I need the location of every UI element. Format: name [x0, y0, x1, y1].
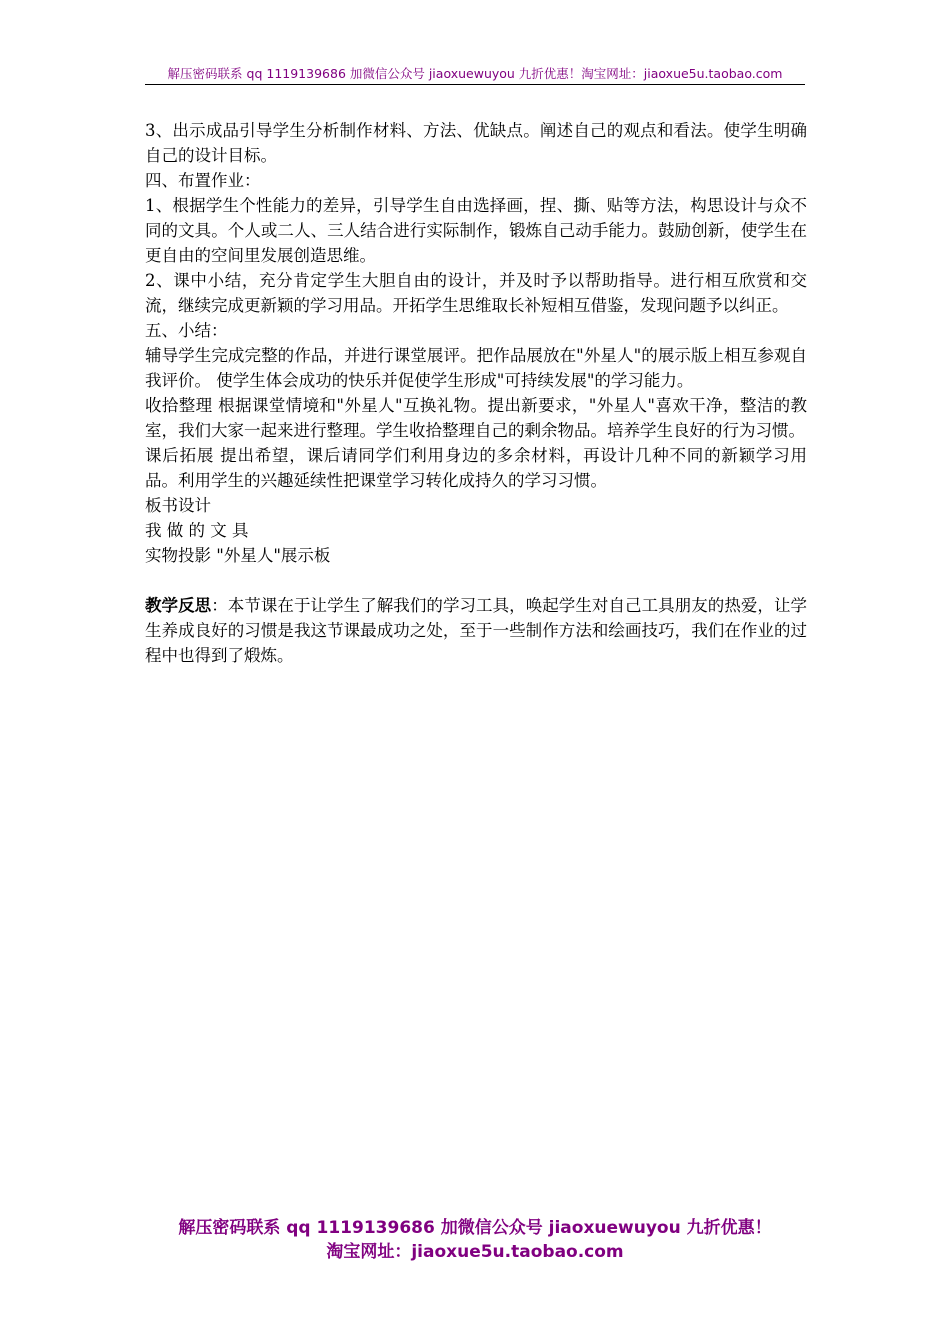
paragraph-homework-2: 2、课中小结，充分肯定学生大胆自由的设计，并及时予以帮助指导。进行相互欣赏和交流，继续完成更新颖的学习用品。开拓学生思维取长补短相互借鉴，发现问题予以纠正。: [145, 271, 807, 315]
paragraph-homework-1: 1、根据学生个性能力的差异，引导学生自由选择画，捏、撕、贴等方法，构思设计与众不同的文具。个人或二人、三人结合进行实际制作，锻炼自己动手能力。鼓励创新，使学生在更自由的空间里发展创造思维。: [145, 196, 807, 265]
section-heading-homework: 四、布置作业：: [145, 171, 261, 190]
paragraph-summary: 辅导学生完成完整的作品，并进行课堂展评。把作品展放在"外星人"的展示版上相互参观自我评价。 使学生体会成功的快乐并促使学生形成"可持续发展"的学习能力。: [145, 346, 807, 390]
document-body: [145, 118, 807, 668]
reflection-text: 本节课在于让学生了解我们的学习工具，唤起学生对自己工具朋友的热爱，让学生养成良好的习惯是我这节课最成功之处，至于一些制作方法和绘画技巧，我们在作业的过程中也得到了煅炼。: [145, 596, 808, 665]
paragraph-tidy-up: 收拾整理 根据课堂情境和"外星人"互换礼物。提出新要求，"外星人"喜欢干净，整洁的教室，我们大家一起来进行整理。学生收拾整理自己的剩余物品。培养学生良好的行为习惯。: [145, 396, 807, 440]
board-design-heading: 板书设计: [145, 496, 211, 515]
footer-line-1: 解压密码联系 qq 1119139686 加微信公众号 jiaoxuewuyou 九折优惠！: [178, 1218, 772, 1238]
page-footer: [0, 1216, 950, 1264]
footer-line-2: 淘宝网址：jiaoxue5u.taobao.com: [326, 1242, 624, 1262]
board-design-items: 实物投影 "外星人"展示板: [145, 546, 331, 565]
header-text: 解压密码联系 qq 1119139686 加微信公众号 jiaoxuewuyou 九折优惠！淘宝网址：jiaoxue5u.taobao.com: [167, 66, 783, 81]
section-heading-summary: 五、小结：: [145, 321, 228, 340]
board-design-title: 我 做 的 文 具: [145, 521, 249, 540]
page-header: [145, 66, 805, 85]
paragraph-extension: 课后拓展 提出希望，课后请同学们利用身边的多余材料，再设计几种不同的新颖学习用品。利用学生的兴趣延续性把课堂学习转化成持久的学习习惯。: [145, 446, 807, 490]
reflection-label: 教学反思: [145, 596, 212, 615]
reflection-colon: ：: [211, 596, 228, 615]
paragraph-reflection: [145, 593, 807, 668]
paragraph-step-3: 3、出示成品引导学生分析制作材料、方法、优缺点。阐述自己的观点和看法。使学生明确自己的设计目标。: [145, 121, 807, 165]
blank-line: [145, 568, 807, 593]
